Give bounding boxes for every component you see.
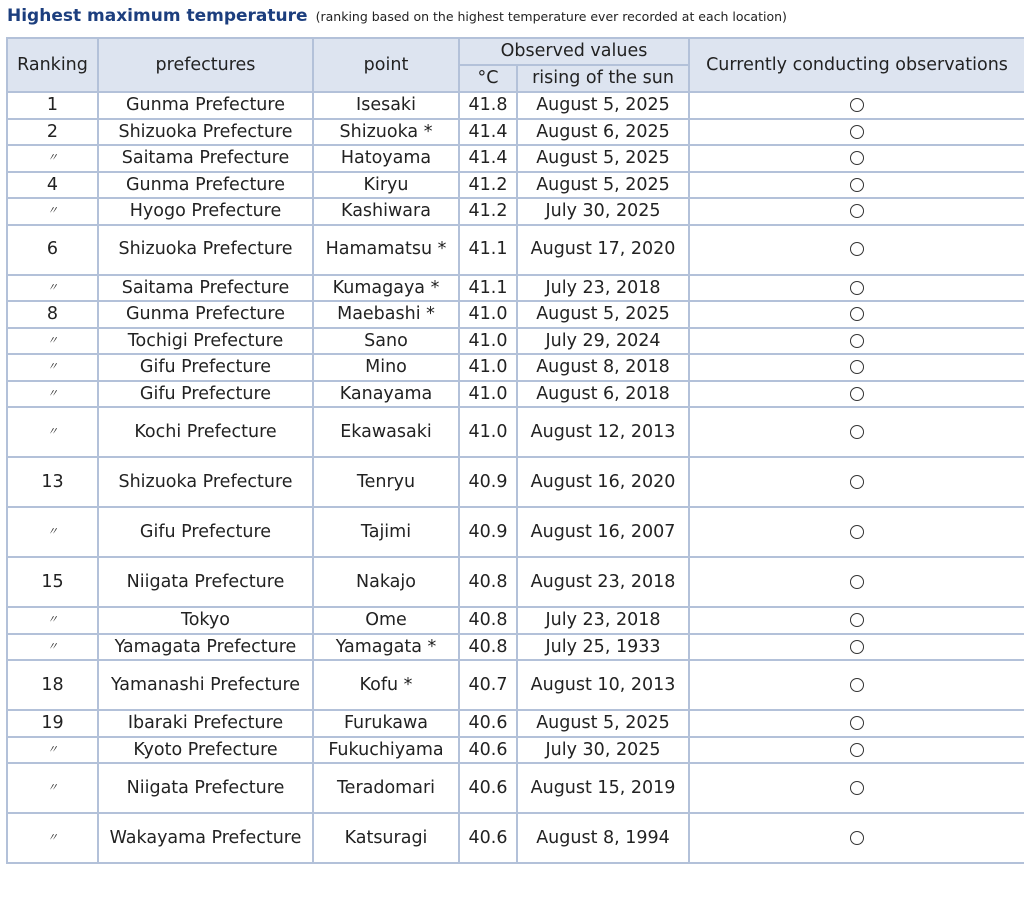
circle-icon [850, 475, 864, 489]
rank-cell: 2 [7, 119, 98, 146]
current-observation-cell [689, 457, 1024, 507]
rank-cell: 〃 [7, 634, 98, 661]
current-observation-cell [689, 301, 1024, 328]
date-cell: August 5, 2025 [517, 172, 689, 199]
current-observation-cell [689, 328, 1024, 355]
date-cell: August 17, 2020 [517, 225, 689, 275]
prefecture-cell: Yamagata Prefecture [98, 634, 313, 661]
circle-icon [850, 281, 864, 295]
prefecture-cell: Yamanashi Prefecture [98, 660, 313, 710]
table-row [7, 354, 1024, 381]
temperature-cell: 41.1 [459, 225, 517, 275]
current-observation-cell [689, 198, 1024, 225]
table-row [7, 301, 1024, 328]
table-row [7, 660, 1024, 710]
temperature-cell: 40.8 [459, 607, 517, 634]
prefecture-cell: Tokyo [98, 607, 313, 634]
table-row [7, 763, 1024, 813]
temperature-cell: 41.0 [459, 354, 517, 381]
header-current: Currently conducting observations [689, 38, 1024, 92]
temperature-cell: 40.8 [459, 557, 517, 607]
temperature-cell: 41.1 [459, 275, 517, 302]
date-cell: August 5, 2025 [517, 301, 689, 328]
prefecture-cell: Shizuoka Prefecture [98, 457, 313, 507]
current-observation-cell [689, 763, 1024, 813]
temperature-cell: 41.4 [459, 145, 517, 172]
table-subtitle: (ranking based on the highest temperature ever recorded at each location) [315, 9, 787, 24]
current-observation-cell [689, 634, 1024, 661]
current-observation-cell [689, 710, 1024, 737]
current-observation-cell [689, 119, 1024, 146]
point-cell: Furukawa [313, 710, 459, 737]
date-cell: July 23, 2018 [517, 607, 689, 634]
point-cell: Tajimi [313, 507, 459, 557]
date-cell: August 6, 2025 [517, 119, 689, 146]
current-observation-cell [689, 275, 1024, 302]
rank-cell: 6 [7, 225, 98, 275]
circle-icon [850, 525, 864, 539]
date-cell: August 8, 1994 [517, 813, 689, 863]
prefecture-cell: Shizuoka Prefecture [98, 225, 313, 275]
date-cell: August 23, 2018 [517, 557, 689, 607]
temperature-cell: 41.2 [459, 198, 517, 225]
current-observation-cell [689, 737, 1024, 764]
rank-cell: 〃 [7, 198, 98, 225]
circle-icon [850, 151, 864, 165]
point-cell: Katsuragi [313, 813, 459, 863]
date-cell: August 5, 2025 [517, 710, 689, 737]
point-cell: Kanayama [313, 381, 459, 408]
circle-icon [850, 781, 864, 795]
date-cell: July 29, 2024 [517, 328, 689, 355]
rank-cell: 〃 [7, 737, 98, 764]
header-date: rising of the sun [517, 65, 689, 92]
prefecture-cell: Niigata Prefecture [98, 763, 313, 813]
temperature-cell: 40.9 [459, 507, 517, 557]
rank-cell: 〃 [7, 381, 98, 408]
point-cell: Hamamatsu * [313, 225, 459, 275]
prefecture-cell: Gifu Prefecture [98, 354, 313, 381]
circle-icon [850, 613, 864, 627]
point-cell: Shizuoka * [313, 119, 459, 146]
date-cell: August 6, 2018 [517, 381, 689, 408]
point-cell: Hatoyama [313, 145, 459, 172]
point-cell: Fukuchiyama [313, 737, 459, 764]
rank-cell: 4 [7, 172, 98, 199]
circle-icon [850, 360, 864, 374]
point-cell: Kashiwara [313, 198, 459, 225]
temperature-cell: 41.2 [459, 172, 517, 199]
date-cell: August 5, 2025 [517, 92, 689, 119]
circle-icon [850, 640, 864, 654]
date-cell: July 30, 2025 [517, 198, 689, 225]
prefecture-cell: Gunma Prefecture [98, 172, 313, 199]
rank-cell: 〃 [7, 354, 98, 381]
point-cell: Isesaki [313, 92, 459, 119]
prefecture-cell: Saitama Prefecture [98, 145, 313, 172]
rank-cell: 〃 [7, 813, 98, 863]
temperature-cell: 41.0 [459, 381, 517, 408]
table-caption [7, 6, 787, 26]
temperature-cell: 41.4 [459, 119, 517, 146]
date-cell: August 16, 2007 [517, 507, 689, 557]
table-row [7, 710, 1024, 737]
point-cell: Mino [313, 354, 459, 381]
current-observation-cell [689, 813, 1024, 863]
prefecture-cell: Tochigi Prefecture [98, 328, 313, 355]
table-row [7, 275, 1024, 302]
point-cell: Ome [313, 607, 459, 634]
table-row [7, 328, 1024, 355]
table-row [7, 557, 1024, 607]
current-observation-cell [689, 607, 1024, 634]
table-row [7, 381, 1024, 408]
current-observation-cell [689, 354, 1024, 381]
circle-icon [850, 125, 864, 139]
prefecture-cell: Kochi Prefecture [98, 407, 313, 457]
prefecture-cell: Shizuoka Prefecture [98, 119, 313, 146]
table-row [7, 145, 1024, 172]
circle-icon [850, 831, 864, 845]
point-cell: Kiryu [313, 172, 459, 199]
current-observation-cell [689, 145, 1024, 172]
prefecture-cell: Saitama Prefecture [98, 275, 313, 302]
header-point: point [313, 38, 459, 92]
rank-cell: 〃 [7, 507, 98, 557]
temperature-cell: 40.6 [459, 813, 517, 863]
temperature-cell: 40.7 [459, 660, 517, 710]
point-cell: Ekawasaki [313, 407, 459, 457]
rank-cell: 19 [7, 710, 98, 737]
date-cell: August 10, 2013 [517, 660, 689, 710]
prefecture-cell: Gifu Prefecture [98, 507, 313, 557]
header-prefectures: prefectures [98, 38, 313, 92]
prefecture-cell: Gunma Prefecture [98, 301, 313, 328]
date-cell: August 12, 2013 [517, 407, 689, 457]
table-row [7, 119, 1024, 146]
temperature-cell: 40.6 [459, 710, 517, 737]
table-row [7, 813, 1024, 863]
table-row [7, 407, 1024, 457]
circle-icon [850, 98, 864, 112]
rank-cell: 1 [7, 92, 98, 119]
table-row [7, 507, 1024, 557]
circle-icon [850, 678, 864, 692]
temperature-ranking-table [6, 37, 1024, 864]
prefecture-cell: Ibaraki Prefecture [98, 710, 313, 737]
temperature-cell: 40.6 [459, 763, 517, 813]
rank-cell: 〃 [7, 407, 98, 457]
date-cell: August 5, 2025 [517, 145, 689, 172]
rank-cell: 13 [7, 457, 98, 507]
date-cell: August 16, 2020 [517, 457, 689, 507]
rank-cell: 18 [7, 660, 98, 710]
rank-cell: 〃 [7, 607, 98, 634]
prefecture-cell: Wakayama Prefecture [98, 813, 313, 863]
rank-cell: 〃 [7, 328, 98, 355]
point-cell: Maebashi * [313, 301, 459, 328]
table-row [7, 172, 1024, 199]
table-row [7, 92, 1024, 119]
table-title: Highest maximum temperature [7, 6, 308, 26]
rank-cell: 8 [7, 301, 98, 328]
point-cell: Nakajo [313, 557, 459, 607]
circle-icon [850, 242, 864, 256]
point-cell: Kofu * [313, 660, 459, 710]
circle-icon [850, 425, 864, 439]
header-celsius: °C [459, 65, 517, 92]
temperature-cell: 40.9 [459, 457, 517, 507]
point-cell: Yamagata * [313, 634, 459, 661]
current-observation-cell [689, 507, 1024, 557]
temperature-cell: 40.6 [459, 737, 517, 764]
header-observed-values: Observed values [459, 38, 689, 65]
circle-icon [850, 204, 864, 218]
temperature-cell: 41.0 [459, 328, 517, 355]
current-observation-cell [689, 172, 1024, 199]
point-cell: Tenryu [313, 457, 459, 507]
temperature-cell: 40.8 [459, 634, 517, 661]
table-row [7, 457, 1024, 507]
table-row [7, 634, 1024, 661]
temperature-cell: 41.0 [459, 301, 517, 328]
rank-cell: 〃 [7, 763, 98, 813]
point-cell: Teradomari [313, 763, 459, 813]
date-cell: August 8, 2018 [517, 354, 689, 381]
circle-icon [850, 178, 864, 192]
table-row [7, 737, 1024, 764]
current-observation-cell [689, 557, 1024, 607]
table-row [7, 198, 1024, 225]
circle-icon [850, 334, 864, 348]
point-cell: Sano [313, 328, 459, 355]
point-cell: Kumagaya * [313, 275, 459, 302]
circle-icon [850, 575, 864, 589]
current-observation-cell [689, 407, 1024, 457]
table-row [7, 607, 1024, 634]
current-observation-cell [689, 660, 1024, 710]
current-observation-cell [689, 381, 1024, 408]
date-cell: July 25, 1933 [517, 634, 689, 661]
rank-cell: 〃 [7, 275, 98, 302]
header-ranking: Ranking [7, 38, 98, 92]
circle-icon [850, 743, 864, 757]
current-observation-cell [689, 92, 1024, 119]
prefecture-cell: Gunma Prefecture [98, 92, 313, 119]
prefecture-cell: Hyogo Prefecture [98, 198, 313, 225]
circle-icon [850, 716, 864, 730]
date-cell: August 15, 2019 [517, 763, 689, 813]
prefecture-cell: Kyoto Prefecture [98, 737, 313, 764]
prefecture-cell: Niigata Prefecture [98, 557, 313, 607]
current-observation-cell [689, 225, 1024, 275]
prefecture-cell: Gifu Prefecture [98, 381, 313, 408]
rank-cell: 15 [7, 557, 98, 607]
rank-cell: 〃 [7, 145, 98, 172]
temperature-cell: 41.8 [459, 92, 517, 119]
circle-icon [850, 307, 864, 321]
date-cell: July 23, 2018 [517, 275, 689, 302]
table-row [7, 225, 1024, 275]
circle-icon [850, 387, 864, 401]
date-cell: July 30, 2025 [517, 737, 689, 764]
temperature-cell: 41.0 [459, 407, 517, 457]
